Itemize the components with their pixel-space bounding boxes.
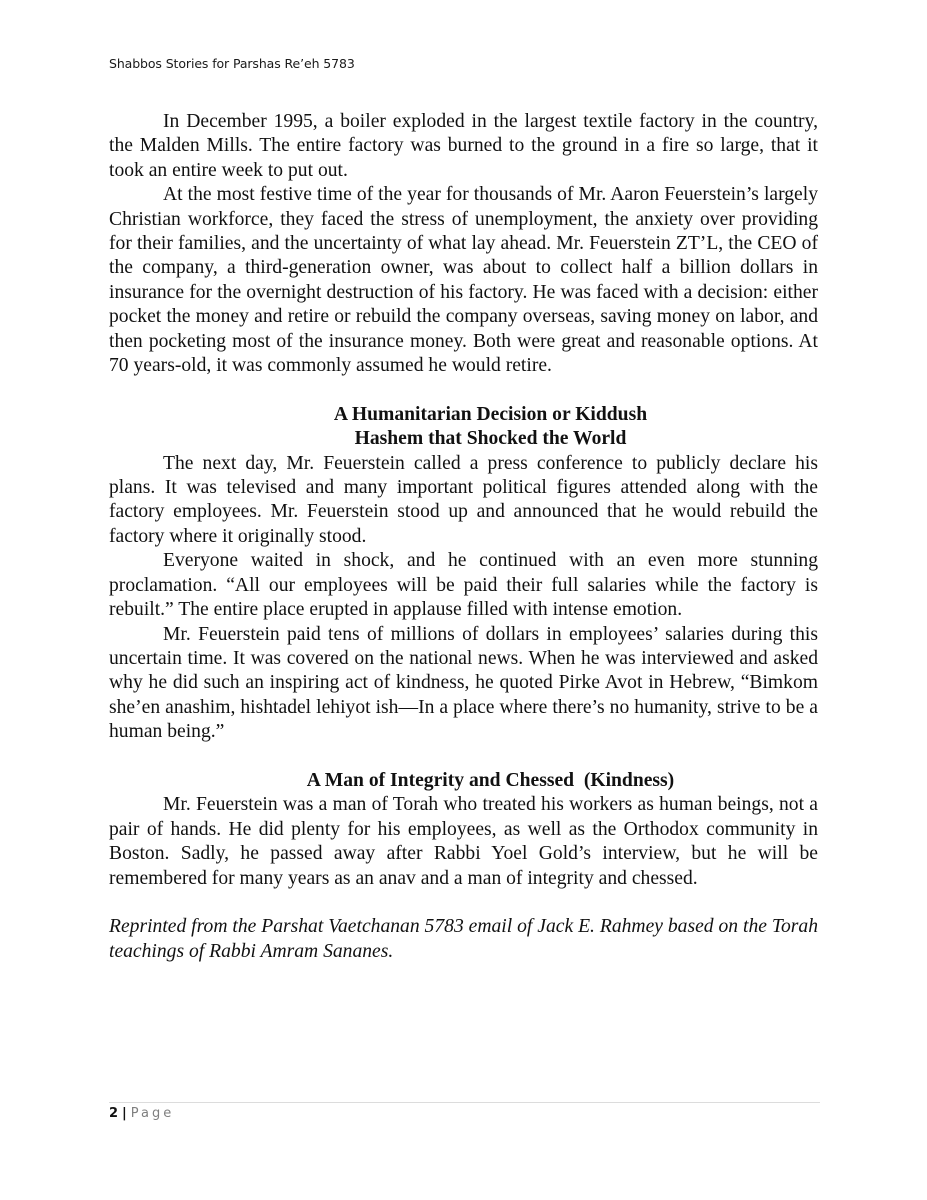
section-heading: A Man of Integrity and Chessed (Kindness)	[306, 769, 675, 791]
document-body	[109, 110, 818, 964]
footer-divider	[109, 1102, 820, 1103]
running-header: Shabbos Stories for Parshas Re’eh 5783	[109, 56, 355, 71]
spacer	[109, 378, 818, 402]
footer-separator: |	[122, 1106, 127, 1121]
page-label: Page	[130, 1106, 175, 1121]
spacer	[109, 745, 818, 769]
attribution: Reprinted from the Parshat Vaetchanan 5783 email of Jack E. Rahmey based on the Torah teachings of Rabbi Amram Sananes.	[109, 916, 818, 962]
paragraph: Mr. Feuerstein paid tens of millions of dollars in employees’ salaries during this uncertain time. It was covered on the national news. When he was interviewed and asked why he did such an inspiring act of kindness, he quoted Pirke Avot in Hebrew, “Bimkom she’en anashim, hishtadel lehiyot ish—In a place where there’s no humanity, strive to be a human being.”	[109, 623, 818, 743]
paragraph: The next day, Mr. Feuerstein called a press conference to publicly declare his plans. It was televised and many important political figures attended along with the factory employees. Mr. Feuerstein stood up and announced that he would rebuild the factory where it originally stood.	[109, 452, 818, 547]
spacer	[109, 891, 818, 915]
paragraph: Everyone waited in shock, and he continued with an even more stunning proclamation. “All our employees will be paid their full salaries while the factory is rebuilt.” The entire place erupted in applause filled with intense emotion.	[109, 550, 818, 621]
paragraph: In December 1995, a boiler exploded in the largest textile factory in the country, the Malden Mills. The entire factory was burned to the ground in a fire so large, that it took an entire week to put out.	[109, 111, 818, 181]
section-heading: A Humanitarian Decision or Kiddush	[333, 403, 648, 425]
page-number: 2	[109, 1106, 119, 1121]
paragraph: Mr. Feuerstein was a man of Torah who treated his workers as human beings, not a pair of hands. He did plenty for his employees, as well as the Orthodox community in Boston. Sadly, he passed away after Rabbi Yoel Gold’s interview, but he will be remembered for many years as an anav and a man of integrity and chessed.	[109, 794, 818, 889]
paragraph: At the most festive time of the year for thousands of Mr. Aaron Feuerstein’s largely Christian workforce, they faced the stress of unemployment, the anxiety over providing for their families, and the uncertainty of what lay ahead. Mr. Feuerstein ZT’L, the CEO of the company, a third-generation owner, was about to collect half a billion dollars in insurance for the overnight destruction of his factory. He was faced with a decision: either pocket the money and retire or rebuild the company overseas, saving money on labor, and then pocketing most of the insurance money. Both were great and reasonable options. At 70 years-old, it was commonly assumed he would retire.	[109, 184, 818, 377]
page-footer	[109, 1106, 174, 1121]
section-heading-line2: Hashem that Shocked the World	[354, 428, 627, 450]
